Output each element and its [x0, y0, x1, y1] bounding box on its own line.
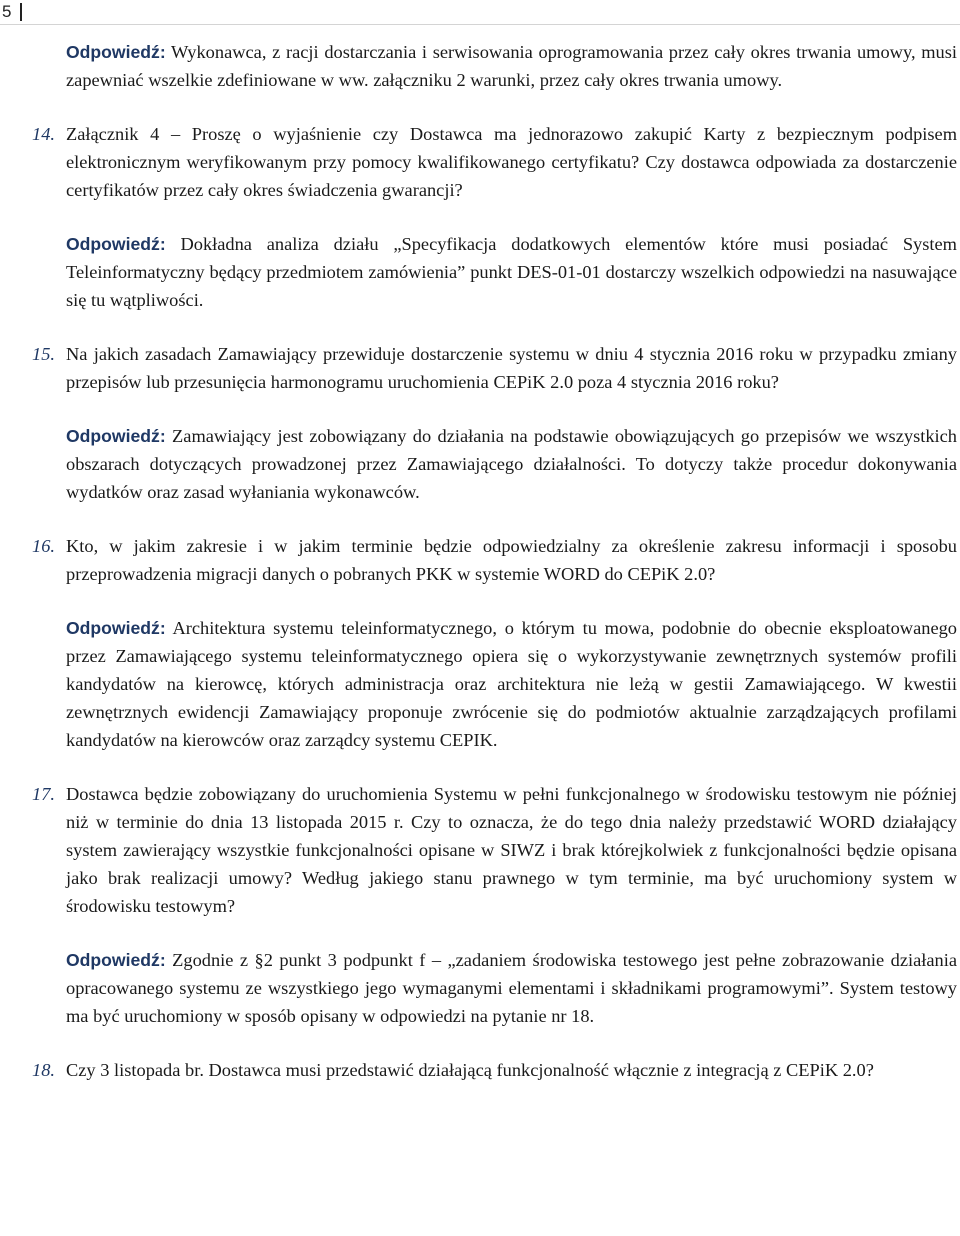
document-body: [32, 38, 957, 1084]
answer-14: [66, 230, 957, 314]
question-text: Czy 3 listopada br. Dostawca musi przedstawić działającą funkcjonalność włącznie z integracją z CEPiK 2.0?: [66, 1060, 874, 1080]
question-number: 15.: [32, 344, 55, 364]
answer-label: Odpowiedź:: [66, 234, 166, 254]
answer-text: Zamawiający jest zobowiązany do działania na podstawie obowiązujących go przepisów we wszystkich obszarach dotyczących prowadzonej przez Zamawiającego działalności. To dotyczy także procedur dokonywania wydatków oraz zasad wyłaniania wykonawców.: [66, 426, 957, 502]
question-15: [32, 340, 957, 396]
question-text: Na jakich zasadach Zamawiający przewiduje dostarczenie systemu w dniu 4 stycznia 2016 roku w przypadku zmiany przepisów lub przesunięcia harmonogramu uruchomienia CEPiK 2.0 poza 4 stycznia 2016 roku?: [66, 344, 957, 392]
question-text: Dostawca będzie zobowiązany do uruchomienia Systemu w pełni funkcjonalnego w środowisku testowym nie później niż w terminie do dnia 13 listopada 2015 r. Czy to oznacza, że do tego dnia należy przedstawić WORD działający system zawierający wszystkie funkcjonalności opisane w SIWZ i brak którejkolwiek z funkcjonalności będzie opisana jako brak realizacji umowy? Według jakiego stanu prawnego w tym terminie, ma być uruchomiony system w środowisku testowym?: [66, 784, 957, 916]
question-number: 18.: [32, 1060, 55, 1080]
answer-16: [66, 614, 957, 754]
question-number: 16.: [32, 536, 55, 556]
question-number: 17.: [32, 784, 55, 804]
answer-text: Architektura systemu teleinformatycznego, o którym tu mowa, podobnie do obecnie eksploatowanego przez Zamawiającego systemu teleinformatycznego opiera się o wykorzystywanie zewnętrznych systemów profili kandydatów na kierowcę, których administracja oraz architektura nie leżą w gestii Zamawiającego. W kwestii zewnętrznych ewidencji Zamawiający proponuje zwrócenie się do podmiotów aktualnie zarządzających profilami kandydatów na kierowców oraz zarządcy systemu CEPIK.: [66, 618, 957, 750]
answer-text: Wykonawca, z racji dostarczania i serwisowania oprogramowania przez cały okres trwania umowy, musi zapewniać wszelkie zdefiniowane w ww. załączniku 2 warunki, przez cały okres trwania umowy.: [66, 42, 957, 90]
answer-label: Odpowiedź:: [66, 426, 166, 446]
question-16: [32, 532, 957, 588]
question-text: Załącznik 4 – Proszę o wyjaśnienie czy Dostawca ma jednorazowo zakupić Karty z bezpiecznym podpisem elektronicznym weryfikowanym przy pomocy kwalifikowanego certyfikatu? Czy dostawca odpowiada za dostarczenie certyfikatów przez cały okres świadczenia gwarancji?: [66, 124, 957, 200]
answer-label: Odpowiedź:: [66, 618, 166, 638]
answer-label: Odpowiedź:: [66, 42, 166, 62]
header-divider-bar: [20, 3, 22, 21]
answer-text: Zgodnie z §2 punkt 3 podpunkt f – „zadaniem środowiska testowego jest pełne zobrazowanie działania opracowanego systemu ze wszystkiego jego wymaganymi elementami i składnikami programowymi”. System testowy ma być uruchomiony w sposób opisany w odpowiedzi na pytanie nr 18.: [66, 950, 957, 1026]
question-18: [32, 1056, 957, 1084]
answer-17: [66, 946, 957, 1030]
question-14: [32, 120, 957, 204]
page-header: [0, 0, 960, 25]
question-17: [32, 780, 957, 920]
answer-15: [66, 422, 957, 506]
answer-13: [66, 38, 957, 94]
question-number: 14.: [32, 124, 55, 144]
answer-text: Dokładna analiza działu „Specyfikacja dodatkowych elementów które musi posiadać System Teleinformatyczny będący przedmiotem zamówienia” punkt DES-01-01 dostarczy wszelkich odpowiedzi na nasuwające się tu wątpliwości.: [66, 234, 957, 310]
answer-label: Odpowiedź:: [66, 950, 166, 970]
question-text: Kto, w jakim zakresie i w jakim terminie będzie odpowiedzialny za określenie zakresu informacji i sposobu przeprowadzenia migracji danych o pobranych PKK w systemie WORD do CEPiK 2.0?: [66, 536, 957, 584]
page-number: 5: [2, 2, 12, 21]
